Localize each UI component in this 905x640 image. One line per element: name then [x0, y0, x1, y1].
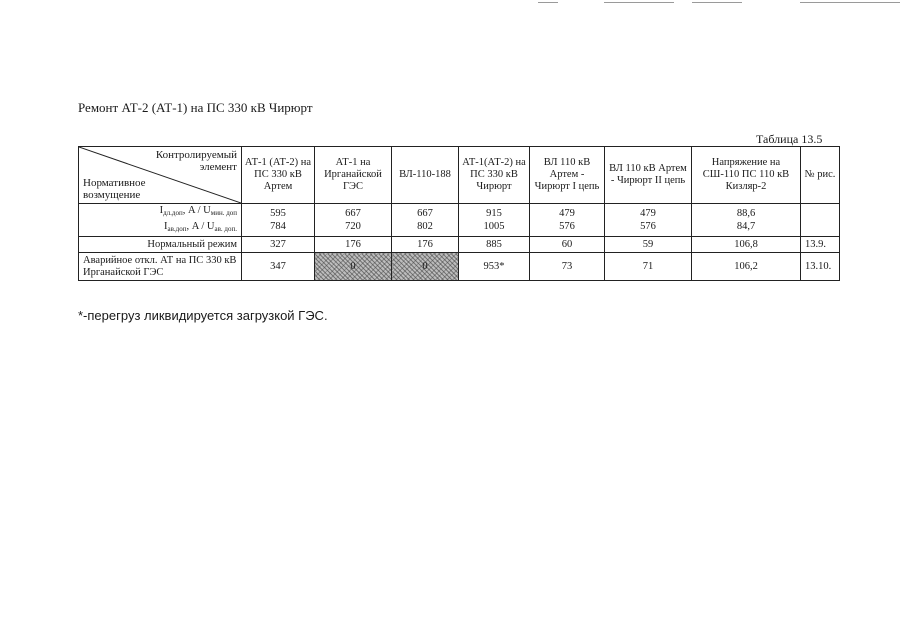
data-cell: 59 — [605, 237, 692, 253]
limit-cell: 479 576 — [605, 204, 692, 237]
data-cell: 885 — [459, 237, 530, 253]
scan-artifact-line — [538, 2, 558, 3]
data-cell-shaded: 0 — [315, 253, 392, 281]
data-cell-shaded: 0 — [392, 253, 459, 281]
column-header: ВЛ 110 кВ Артем - Чирюрт I цепь — [530, 147, 605, 204]
limit-cell: 667 720 — [315, 204, 392, 237]
data-cell: 176 — [392, 237, 459, 253]
table-row — [79, 237, 840, 253]
column-header: ВЛ-110-188 — [392, 147, 459, 204]
header-row — [79, 147, 840, 204]
limits-label — [79, 204, 242, 237]
scan-artifact-line — [604, 2, 674, 3]
row-label: Аварийное откл. АТ на ПС 330 кВ Ирганайской ГЭС — [79, 253, 242, 281]
limit-cell — [801, 204, 840, 237]
column-header: АТ-1 (АТ-2) на ПС 330 кВ Артем — [242, 147, 315, 204]
normative-disturbance-label: Нормативное возмущение — [83, 177, 146, 201]
limit-cell: 88,6 84,7 — [692, 204, 801, 237]
data-cell: 953* — [459, 253, 530, 281]
data-cell: 73 — [530, 253, 605, 281]
limit-label-emergency: $I_{ав.доп}$, A / $U_{ав. доп.}$ — [164, 221, 237, 233]
data-cell: 106,8 — [692, 237, 801, 253]
limit-label-long-term: $I_{дл.доп}$, A / $U_{мин. доп}$ — [159, 205, 237, 217]
limit-cell: 479 576 — [530, 204, 605, 237]
column-header: № рис. — [801, 147, 840, 204]
data-cell: 106,2 — [692, 253, 801, 281]
scan-artifact-line — [692, 2, 742, 3]
column-header: Напряжение на СШ-110 ПС 110 кВ Кизляр-2 — [692, 147, 801, 204]
column-header: АТ-1(АТ-2) на ПС 330 кВ Чирюрт — [459, 147, 530, 204]
scan-artifact-line — [800, 2, 900, 3]
limit-cell: 595 784 — [242, 204, 315, 237]
table-number: Таблица 13.5 — [756, 132, 823, 146]
data-cell: 347 — [242, 253, 315, 281]
table-row — [79, 253, 840, 281]
data-cell: 60 — [530, 237, 605, 253]
footnote: *-перегруз ликвидируется загрузкой ГЭС. — [78, 308, 328, 323]
page-heading: Ремонт АТ-2 (АТ-1) на ПС 330 кВ Чирюрт — [78, 100, 313, 115]
column-header: ВЛ 110 кВ Артем - Чирюрт II цепь — [605, 147, 692, 204]
data-cell: 71 — [605, 253, 692, 281]
limit-cell: 667 802 — [392, 204, 459, 237]
controlled-element-label: Контролируемый элемент — [155, 149, 237, 173]
figure-ref-cell: 13.10. — [801, 253, 840, 281]
load-table — [78, 146, 840, 281]
row-label: Нормальный режим — [79, 237, 242, 253]
limit-cell: 915 1005 — [459, 204, 530, 237]
diagonal-header-cell — [79, 147, 242, 204]
data-cell: 176 — [315, 237, 392, 253]
data-cell: 327 — [242, 237, 315, 253]
figure-ref-cell: 13.9. — [801, 237, 840, 253]
column-header: АТ-1 на Ирганайской ГЭС — [315, 147, 392, 204]
limits-row — [79, 204, 840, 237]
